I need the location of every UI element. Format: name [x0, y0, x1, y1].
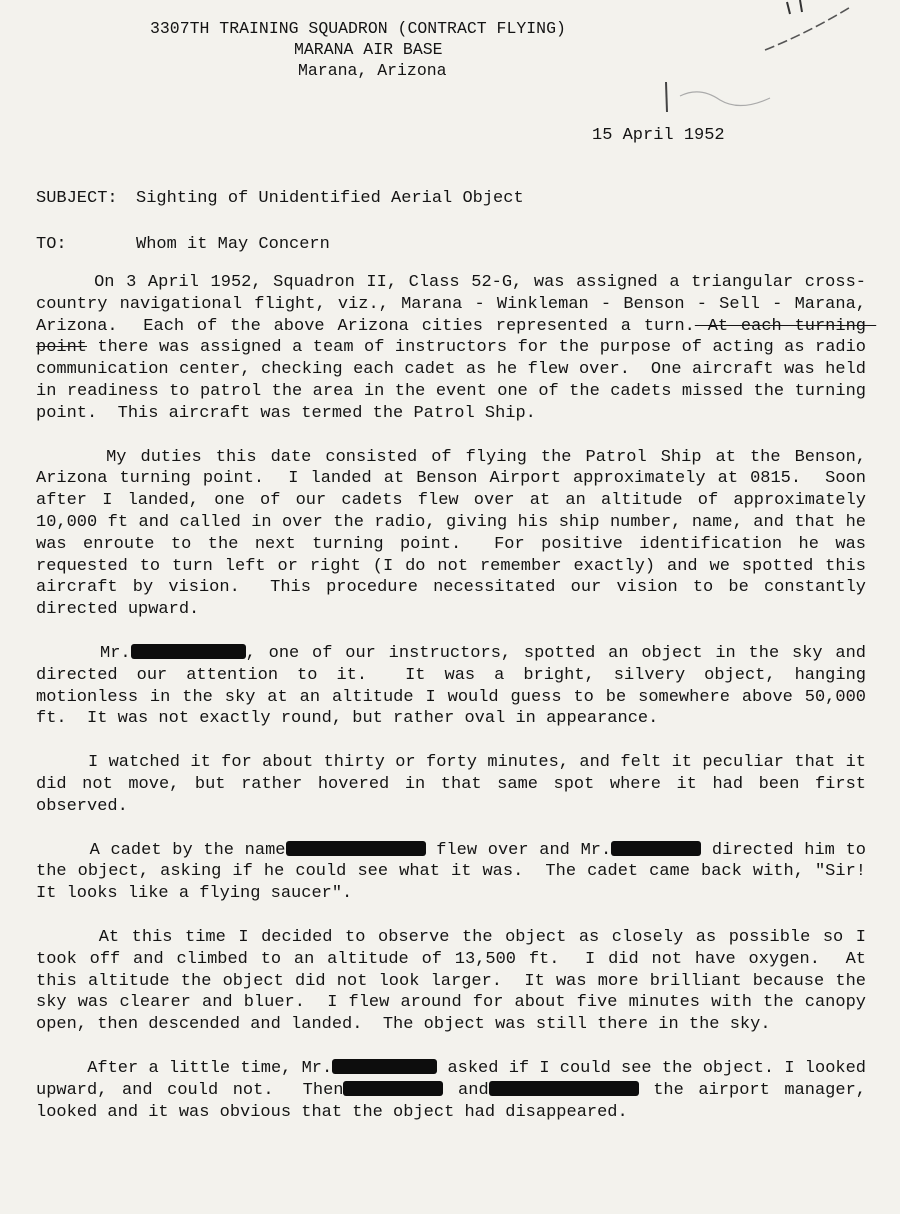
redaction-bar: [343, 1081, 443, 1096]
paragraph-5-text-c: directed him to the object, asking if he could see what it was. The cadet came back with, "Sir! It looks like a flying saucer".: [36, 840, 887, 904]
redaction-bar: [131, 644, 246, 659]
paragraph-5: [36, 840, 887, 905]
to-line: [36, 234, 866, 256]
subject-label: SUBJECT:: [36, 189, 118, 208]
paragraph-1-text-b: there was assigned a team of instructors for the purpose of acting as radio communication center, checking each cadet as he flew over. One aircraft was held in readiness to patrol the area in the event one of the cadets missed the turning point. This aircraft was termed the Patrol Ship.: [36, 338, 877, 423]
letterhead-location: Marana, Arizona: [298, 61, 447, 80]
redaction-bar: [611, 841, 701, 856]
letterhead-squadron: 3307TH TRAINING SQUADRON (CONTRACT FLYING): [150, 19, 566, 38]
redaction-bar: [489, 1081, 639, 1096]
paragraph-7-text-b: asked if I could see the object. I looked upward, and could not. Then: [36, 1058, 877, 1100]
paragraph-5-text-b: flew over and Mr.: [425, 840, 612, 860]
margin-pen-mark: [666, 82, 667, 112]
redaction-bar: [332, 1059, 437, 1074]
subject-text: Sighting of Unidentified Aerial Object: [136, 189, 524, 208]
letterhead: [150, 18, 566, 81]
faint-scribble: [680, 92, 770, 106]
to-label: TO:: [36, 235, 67, 254]
letter-date: 15 April 1952: [592, 126, 725, 145]
paragraph-7: [36, 1058, 877, 1123]
letter-body: [36, 188, 887, 1145]
corner-pen-mark: [787, 0, 802, 14]
paragraph-1: [36, 272, 877, 425]
paragraph-2: My duties this date consisted of flying the Patrol Ship at the Benson, Arizona turning point. I landed at Benson Airport approximately at 0815. Soon after I landed, one of our cadets flew over at an altitude of approximately 10,000 ft and called in over the radio, giving his ship number, name, and that he was enroute to the next turning point. For positive identification he was requested to turn left or right (I do not remember exactly) and we spotted this aircraft by vision. This procedure necessitated our vision to be constantly directed upward.: [36, 447, 877, 620]
struck-text: At each turning point: [36, 316, 877, 358]
paragraph-1-text-a: On 3 April 1952, Squadron II, Class 52-G, was assigned a triangular cross-country navigational flight, viz., Marana - Winkleman - Benson - Sell - Marana, Arizona. Each of the above Arizona cities represented a turn.: [36, 273, 877, 336]
paragraph-6: At this time I decided to observe the object as closely as possible so I took off and climbed to an altitude of 13,500 ft. I did not have oxygen. At this altitude the object did not look larger. It was more brilliant because the sky was clearer and bluer. I flew around for about five minutes with the canopy open, then descended and landed. The object was still there in the sky.: [36, 927, 877, 1035]
subject-line: [36, 188, 866, 210]
paragraph-7-text-a: After a little time, Mr.: [36, 1058, 333, 1078]
paragraph-4: I watched it for about thirty or forty minutes, and felt it peculiar that it did not move, but rather hovered in that same spot where it had been first observed.: [36, 753, 877, 816]
paragraph-7-text-d: the airport manager, looked and it was obvious that the object had disappeared.: [36, 1080, 877, 1122]
letterhead-base: MARANA AIR BASE: [294, 40, 443, 59]
paragraph-3: [36, 643, 877, 730]
corner-pen-stroke: [765, 6, 852, 50]
paragraph-3-text-b: , one of our instructors, spotted an object in the sky and directed our attention to it. It was a bright, silvery object, hanging motionless in the sky at an altitude I would guess to be somewhere above 50,000 ft. It was not exactly round, but rather oval in appearance.: [36, 643, 877, 729]
redaction-bar: [286, 841, 426, 856]
paragraph-5-text-a: A cadet by the name: [36, 840, 286, 860]
paragraph-7-text-c: and: [443, 1080, 489, 1100]
paragraph-3-text-a: Mr.: [36, 643, 131, 663]
to-text: Whom it May Concern: [136, 235, 330, 254]
